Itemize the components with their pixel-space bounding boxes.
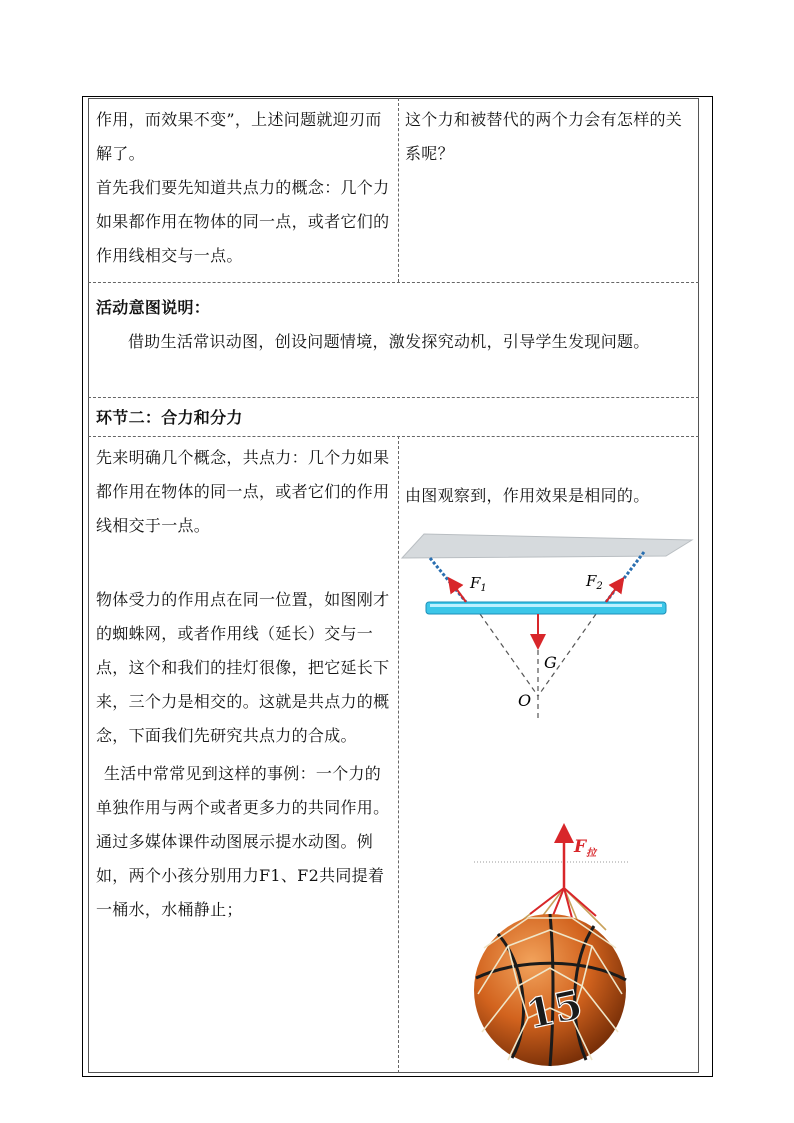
top-left-cell bbox=[96, 103, 392, 273]
lamp-bar-highlight bbox=[430, 604, 662, 607]
lamp-bar bbox=[426, 602, 666, 614]
pull-force-label: $F_拉$ bbox=[574, 837, 597, 859]
paragraph: 由图观察到，作用效果是相同的。 bbox=[405, 486, 650, 505]
column-divider-main bbox=[398, 436, 399, 1073]
ball-number: 15 bbox=[522, 980, 587, 1039]
ceiling-plate bbox=[402, 534, 692, 558]
tension-arrows bbox=[530, 888, 596, 918]
f2-arrow bbox=[606, 580, 622, 602]
intent-heading: 活动意图说明： bbox=[96, 298, 211, 317]
intent-cell bbox=[96, 291, 694, 359]
paragraph: 物体受力的作用点在同一位置，如图刚才的蜘蛛网，或者作用线（延长）交与一点，这个和我们的挂灯很像，把它延长下来，三个力是相交的。这就是共点力的概念，下面我们先研究共点力的合成。 bbox=[96, 590, 390, 745]
basketball-pull-figure bbox=[468, 818, 632, 1072]
column-divider-top bbox=[398, 98, 399, 282]
top-right-cell bbox=[405, 103, 693, 171]
paragraph: 先来明确几个概念，共点力：几个力如果都作用在物体的同一点，或者它们的作用线相交于一点。 bbox=[96, 448, 390, 535]
spacer bbox=[96, 543, 392, 583]
main-left-cell bbox=[96, 441, 392, 927]
main-right-text bbox=[405, 479, 695, 513]
paragraph: 这个力和被替代的两个力会有怎样的关系呢？ bbox=[405, 110, 683, 163]
paragraph: 首先我们要先知道共点力的概念：几个力如果都作用在物体的同一点，或者它们的作用线相交与一点。 bbox=[96, 178, 390, 265]
o-label: O bbox=[518, 691, 532, 710]
paragraph: 作用，而效果不变”，上述问题就迎刃而解了。 bbox=[96, 110, 382, 163]
f2-label: $F_2$ bbox=[586, 572, 603, 592]
f1-label: $F_1$ bbox=[470, 574, 487, 594]
g-label: G bbox=[544, 653, 557, 672]
row-divider-3 bbox=[88, 436, 699, 437]
f1-arrow bbox=[450, 580, 466, 602]
f1-extension-line bbox=[480, 614, 538, 696]
paragraph: 生活中常常见到这样的事例：一个力的单独作用与两个或者更多力的共同作用。通过多媒体课件动图展示提水动图。例如，两个小孩分别用力F1、F2共同提着一桶水，水桶静止； bbox=[96, 764, 390, 919]
intent-body: 借助生活常识动图，创设问题情境，激发探究动机，引导学生发现问题。 bbox=[128, 332, 650, 351]
concurrent-force-figure bbox=[400, 528, 696, 724]
row-divider-1 bbox=[88, 282, 699, 283]
section-heading: 环节二：合力和分力 bbox=[96, 408, 243, 427]
row-divider-2 bbox=[88, 397, 699, 398]
